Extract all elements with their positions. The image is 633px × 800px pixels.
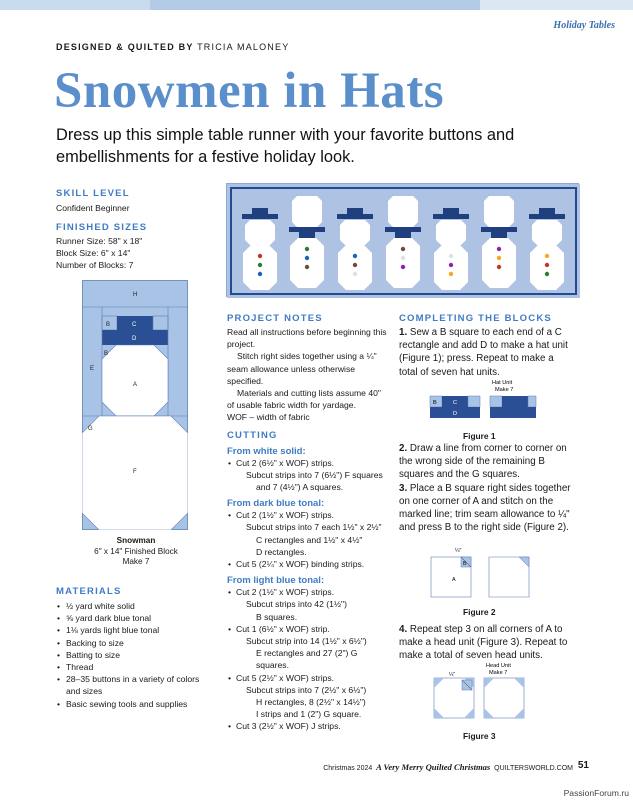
watermark: PassionForum.ru [563,788,629,798]
block-caption: Snowman 6" x 14" Finished Block Make 7 [94,536,178,566]
figure-3-caption: Figure 3 [463,731,496,741]
top-color-bar [0,0,633,10]
materials-section [56,586,206,710]
notes-p2: Stitch right sides together using a ¼" seam allowance unless otherwise specified. [227,351,377,386]
cut-line: B squares. [256,611,298,622]
completing-section [399,313,574,379]
block-size: Block Size: 6" x 14" [56,248,131,258]
label-h: H [133,292,138,298]
footer-text: Christmas 2024 A Very Merry Quilted Christmas QUILTERSWORLD.COM [323,762,573,772]
figure-1-hat-unit [428,378,538,420]
list-item: • Backing to size [56,637,206,649]
cut-line: D rectangles. [256,546,307,557]
step-4: 4. Repeat step 3 on all corners of A to make a head unit (Figure 3). Repeat to make a total of seven head units. [399,624,568,662]
label-a: A [133,382,138,388]
label-f: F [133,469,137,475]
skill-heading: SKILL LEVEL [56,188,130,199]
completing-section-3 [399,623,574,663]
skill-and-sizes [56,188,206,271]
notes-heading: PROJECT NOTES [227,313,323,324]
snowman-figure [289,196,325,288]
svg-text:Make 7: Make 7 [495,387,514,393]
step-3: 3. Place a B square right sides together on one corner of A and stitch on the marked line; trim seam allowance to ¼" and press B to the right side (Figure 2). [399,482,571,534]
cut-line: • Cut 5 (2½" x WOF) strips. [227,672,387,684]
cut-line: • Cut 5 (2¼" x WOF) binding strips. [227,558,387,570]
list-item: • 28–35 buttons in a variety of colors and sizes [56,673,206,697]
cut-line: Subcut strips into 7 (2½" x 6½") [246,684,367,695]
completing-heading: COMPLETING THE BLOCKS [399,313,552,324]
svg-text:¼": ¼" [449,672,456,678]
svg-text:¼": ¼" [455,548,462,554]
figure-2-corner-square [430,543,540,598]
label-b2: B [104,351,109,357]
cut-line: C rectangles and 1½" x 4½" [256,534,363,545]
cut-line: • Cut 3 (2½" x WOF) J strips. [227,720,387,732]
materials-heading: MATERIALS [56,586,122,597]
svg-text:B: B [433,400,437,406]
subtitle: Dress up this simple table runner with your favorite buttons and embellishments for a festive holiday look. [56,126,515,166]
cut-line: H rectangles, 8 (2½" x 14½") [256,697,366,708]
cut-line: Subcut strip into 14 (1½" x 6½") [246,636,367,647]
list-item: • Thread [56,661,206,673]
cut-line: • Cut 2 (1½" x WOF) strips. [227,586,387,598]
svg-text:D: D [453,411,458,417]
step-1: 1. Sew a B square to each end of a C rectangle and add D to make a hat unit (Figure 1); press. Repeat to make a total of seven hat units. [399,327,568,378]
designer-credit: DESIGNED & QUILTED BY TRICIA MALONEY [56,42,290,52]
cut-line: E rectangles and 27 (2") G squares. [256,648,358,671]
svg-text:Hat Unit: Hat Unit [492,380,513,386]
page-footer [0,760,633,774]
completing-section-2 [399,442,574,534]
label-c: C [132,322,137,328]
label-g: G [88,426,93,432]
cut-line: • Cut 2 (6½" x WOF) strips. [227,457,387,469]
figure-2-caption: Figure 2 [463,607,496,617]
svg-text:A: A [452,577,456,583]
label-e: E [90,366,95,372]
cut-line: • Cut 2 (1½" x WOF) strips. [227,509,387,521]
skill-value: Confident Beginner [56,203,130,213]
list-item: • ⅝ yard dark blue tonal [56,612,206,624]
notes-p1: Read all instructions before beginning this project. [227,327,387,350]
svg-text:Make 7: Make 7 [489,670,508,676]
page-number: 51 [577,760,589,771]
sizes-heading: FINISHED SIZES [56,222,148,233]
runner-size: Runner Size: 58" x 18" [56,236,143,246]
list-item: • ½ yard white solid [56,600,206,612]
table-runner-photo [226,183,579,297]
cut-white-title: From white solid: [227,445,306,457]
cut-line: Subcut strips into 42 (1½") [246,599,347,610]
snowman-figure [385,196,421,288]
cut-light-title: From light blue tonal: [227,575,325,587]
notes-p3: Materials and cutting lists assume 40" of usable fabric width for yardage. [227,388,381,411]
cut-line: Subcut strips into 7 (6½") F squares [246,469,383,480]
list-item: • 1⅛ yards light blue tonal [56,624,206,636]
label-b1: B [106,322,111,328]
cutting-heading: CUTTING [227,429,278,441]
list-item: • Basic sewing tools and supplies [56,698,206,710]
page-title: Snowmen in Hats [54,63,445,119]
step-2: 2. Draw a line from corner to corner on the wrong side of the remaining B squares and the G squares. [399,443,567,481]
cut-line: I strips and 1 (2") G square. [256,709,362,720]
figure-3-head-unit [432,660,542,722]
svg-text:C: C [453,400,458,406]
label-d: D [132,336,137,342]
cut-line: and 7 (4½") A squares. [256,482,344,493]
cut-line: Subcut strips into 7 each 1½" x 2½" [246,522,382,533]
section-tag: Holiday Tables [553,20,615,31]
notes-and-cutting [227,313,387,733]
cut-dark-title: From dark blue tonal: [227,498,325,510]
materials-list [56,600,206,710]
snowman-runner-illustration [227,184,580,298]
snowman-block-diagram [82,280,188,530]
list-item: • Batting to size [56,649,206,661]
cut-line: • Cut 1 (6½" x WOF) strip. [227,623,387,635]
figure-1-caption: Figure 1 [463,431,496,441]
notes-p4: WOF – width of fabric [227,412,310,423]
svg-text:Head Unit: Head Unit [486,663,511,669]
snowman-figure [481,196,517,288]
svg-text:B: B [463,561,467,567]
block-count: Number of Blocks: 7 [56,260,134,270]
